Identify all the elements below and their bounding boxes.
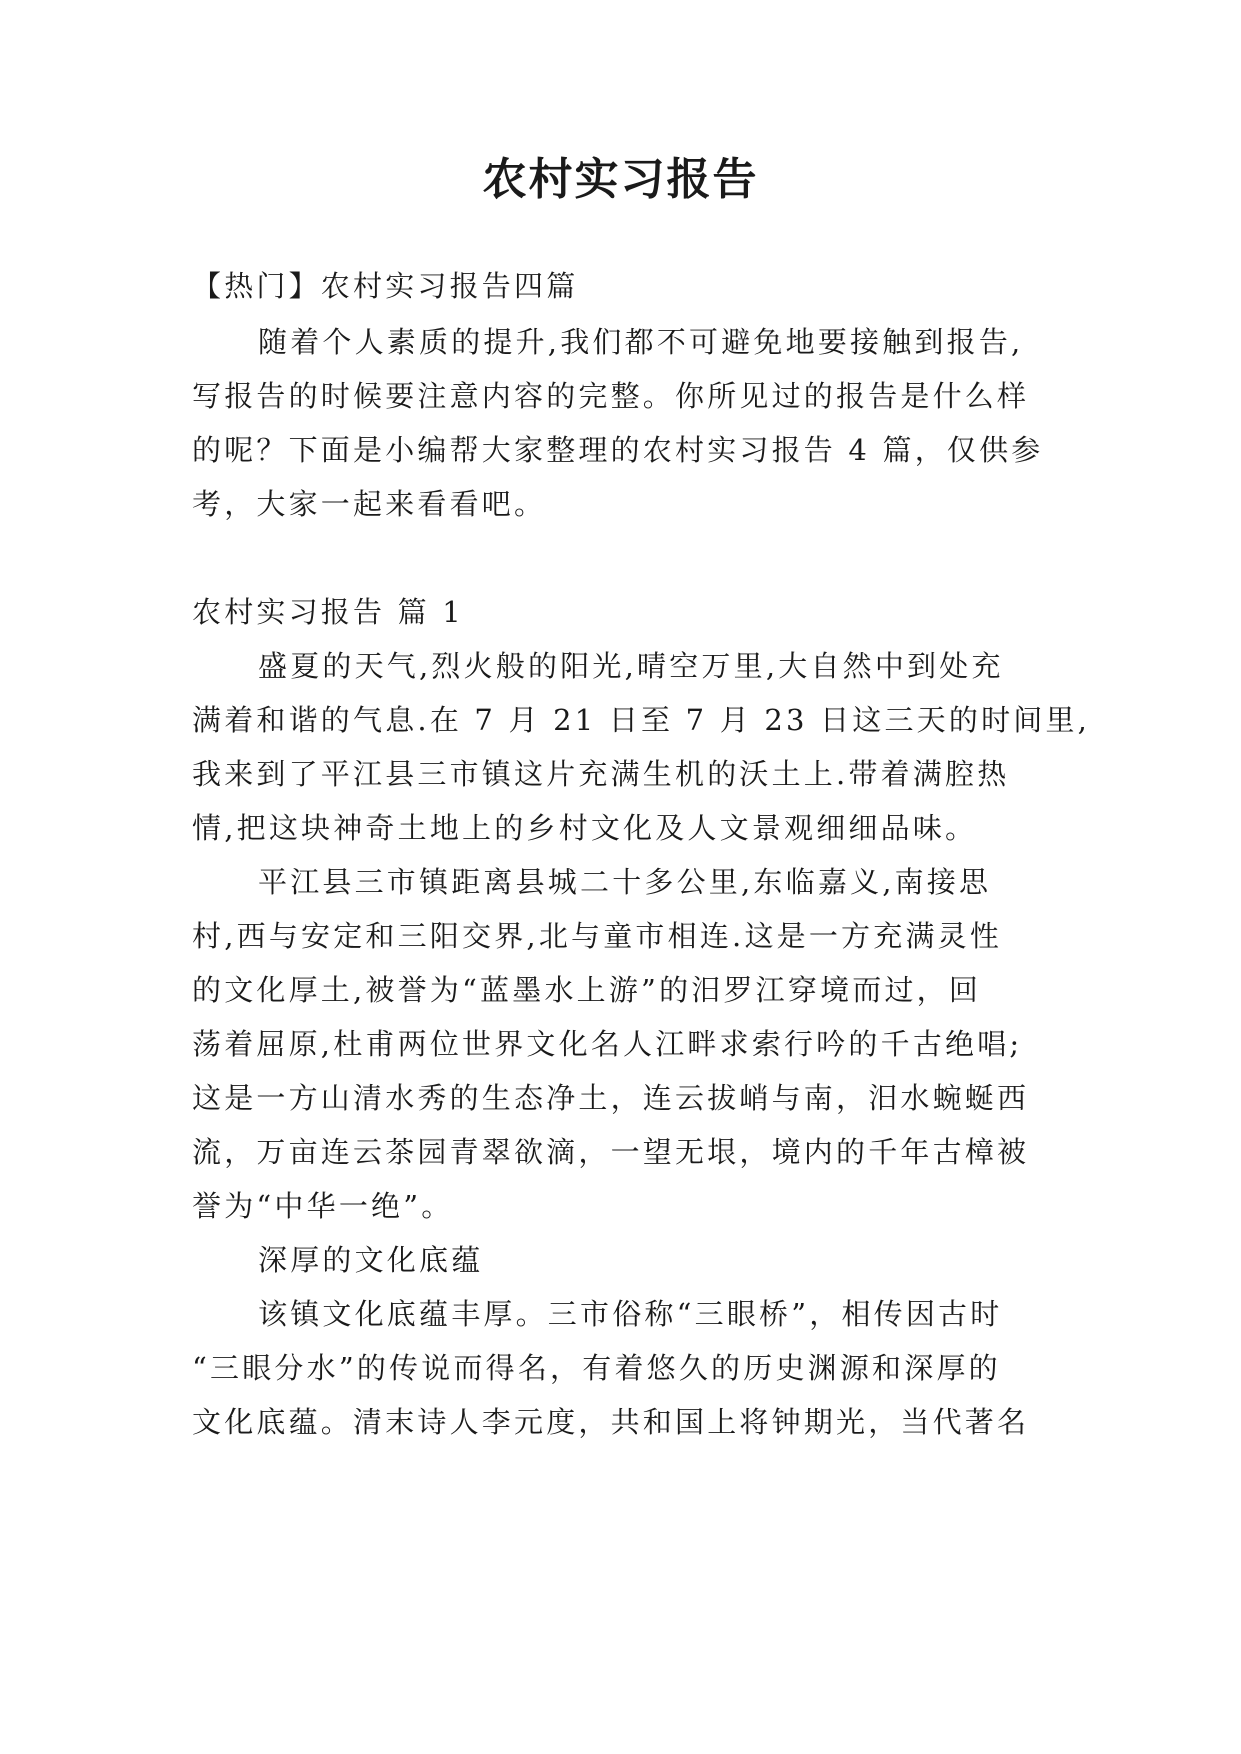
para3-line-2: “三眼分水”的传说而得名，有着悠久的历史渊源和深厚的 bbox=[192, 1351, 1001, 1385]
intro-line-2: 写报告的时候要注意内容的完整。你所见过的报告是什么样 bbox=[192, 379, 1030, 413]
subheading: 深厚的文化底蕴 bbox=[258, 1243, 484, 1277]
para1-line-3: 我来到了平江县三市镇这片充满生机的沃土上.带着满腔热 bbox=[192, 757, 1010, 791]
intro-line-3: 的呢？下面是小编帮大家整理的农村实习报告 4 篇，仅供参 bbox=[192, 433, 1044, 467]
para1-line-2: 满着和谐的气息.在 7 月 21 日至 7 月 23 日这三天的时间里, bbox=[192, 703, 1091, 737]
para2-line-3: 的文化厚土,被誉为“蓝墨水上游”的汨罗江穿境而过，回 bbox=[192, 973, 982, 1007]
document-subtitle: 【热门】农村实习报告四篇 bbox=[192, 269, 579, 303]
para3-line-1: 该镇文化底蕴丰厚。三市俗称“三眼桥”，相传因古时 bbox=[258, 1297, 1003, 1331]
para2-line-2: 村,西与安定和三阳交界,北与童市相连.这是一方充满灵性 bbox=[192, 919, 1003, 953]
section-heading: 农村实习报告 篇 1 bbox=[192, 595, 464, 629]
intro-line-1: 随着个人素质的提升,我们都不可避免地要接触到报告, bbox=[258, 325, 1024, 359]
para2-line-1: 平江县三市镇距离县城二十多公里,东临嘉义,南接思 bbox=[258, 865, 992, 899]
intro-line-4: 考，大家一起来看看吧。 bbox=[192, 487, 547, 521]
para1-line-1: 盛夏的天气,烈火般的阳光,晴空万里,大自然中到处充 bbox=[258, 649, 1004, 683]
para2-line-4: 荡着屈原,杜甫两位世界文化名人江畔求索行吟的千古绝唱; bbox=[192, 1027, 1023, 1061]
para1-line-4: 情,把这块神奇土地上的乡村文化及人文景观细细品味。 bbox=[192, 811, 978, 845]
para2-line-7: 誉为“中华一绝”。 bbox=[192, 1189, 454, 1223]
para3-line-3: 文化底蕴。清末诗人李元度，共和国上将钟期光，当代著名 bbox=[192, 1405, 1030, 1439]
para2-line-6: 流，万亩连云茶园青翠欲滴，一望无垠，境内的千年古樟被 bbox=[192, 1135, 1030, 1169]
document-title: 农村实习报告 bbox=[482, 154, 759, 205]
para2-line-5: 这是一方山清水秀的生态净土，连云拔峭与南，汨水蜿蜒西 bbox=[192, 1081, 1030, 1115]
